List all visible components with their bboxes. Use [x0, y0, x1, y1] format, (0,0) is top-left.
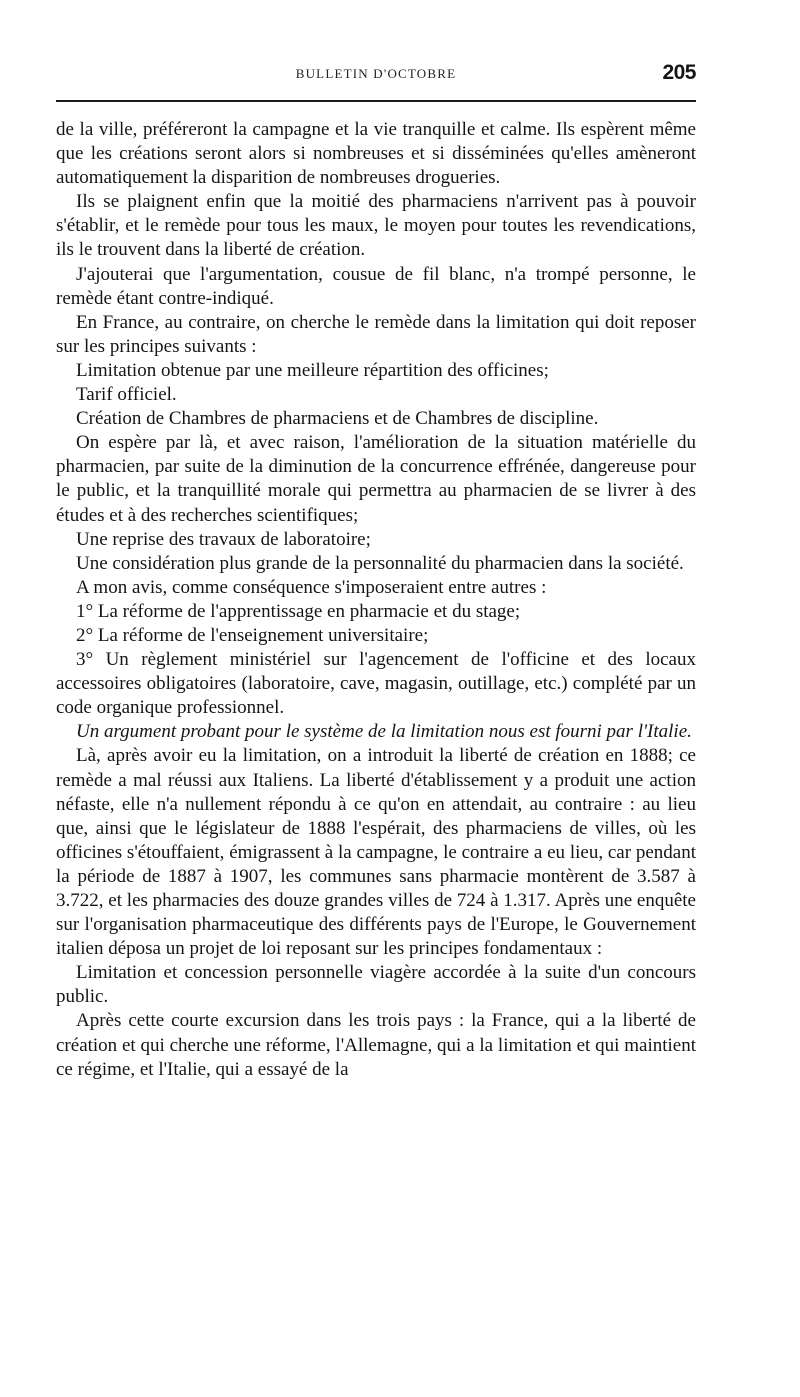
paragraph: Création de Chambres de pharmaciens et de Chambres de discipline. [76, 408, 599, 430]
running-title: BULLETIN D'OCTOBRE [295, 66, 457, 81]
page-number: 205 [662, 61, 696, 84]
paragraph: Limitation obtenue par une meilleure répartition des officines; [76, 359, 549, 381]
paragraph: Une considération plus grande de la personnalité du pharmacien dans la société. [76, 552, 684, 574]
body-text [56, 118, 696, 1082]
paragraph: Là, après avoir eu la limitation, on a introduit la liberté de création en 1888; ce remède a mal réussi aux Italiens. La liberté d'établissement y a produit une action néfaste, elle n'a nullement répondu à ce qu'on en attendait, au contraire : au lieu que, ainsi que le législateur de 1888 l'espérait, des pharmaciens de villes, où les officines s'étouffaient, émigrassent à la campagne, le contraire a eu lieu, car pendant la période de 1887 à 1907, les communes sans pharmacie montèrent de 3.587 à 3.722, et les pharmacies des douze grandes villes de 724 à 1.317. Après une enquête sur l'organisation pharmaceutique des différents pays de l'Europe, le Gouvernement italien déposa un projet de loi reposant sur les principes fondamentaux : [56, 745, 696, 960]
paragraph: Limitation et concession personnelle viagère accordée à la suite d'un concours public. [56, 962, 696, 1008]
paragraph: J'ajouterai que l'argumentation, cousue de fil blanc, n'a trompé personne, le remède étant contre-indiqué. [56, 263, 696, 309]
paragraph: 3° Un règlement ministériel sur l'agencement de l'officine et des locaux accessoires obligatoires (laboratoire, cave, magasin, outillage, etc.) complété par un code organique professionnel. [56, 649, 696, 719]
paragraph: Après cette courte excursion dans les trois pays : la France, qui a la liberté de création et qui cherche une réforme, l'Allemagne, qui a la limitation et qui maintient ce régime, et l'Italie, qui a essayé de la [56, 1010, 696, 1080]
paragraph: Ils se plaignent enfin que la moitié des pharmaciens n'arrivent pas à pouvoir s'établir, et le remède pour tous les maux, le moyen pour toutes les revendications, ils le trouvent dans la liberté de création. [56, 191, 696, 261]
paragraph: Une reprise des travaux de laboratoire; [76, 528, 371, 550]
paragraph: 1° La réforme de l'apprentissage en pharmacie et du stage; [76, 600, 521, 622]
page-header [56, 60, 696, 100]
paragraph: A mon avis, comme conséquence s'imposeraient entre autres : [76, 576, 547, 598]
italic-paragraph: Un argument probant pour le système de la limitation nous est fourni par l'Italie. [76, 721, 692, 743]
paragraph: de la ville, préféreront la campagne et la vie tranquille et calme. Ils espèrent même que les créations seront alors si nombreuses et si disséminées qu'elles amèneront automatiquement la disparition de nombreuses drogueries. [56, 119, 696, 189]
paragraph: Tarif officiel. [76, 384, 177, 406]
paragraph: 2° La réforme de l'enseignement universitaire; [76, 624, 429, 646]
paragraph: En France, au contraire, on cherche le remède dans la limitation qui doit reposer sur les principes suivants : [56, 311, 696, 357]
header-rule [56, 100, 696, 102]
paragraph: On espère par là, et avec raison, l'amélioration de la situation matérielle du pharmacien, par suite de la diminution de la concurrence effrénée, dangereuse pour le public, et la tranquillité morale qui permettra au pharmacien de se livrer à des études et à des recherches scientifiques; [56, 432, 696, 526]
